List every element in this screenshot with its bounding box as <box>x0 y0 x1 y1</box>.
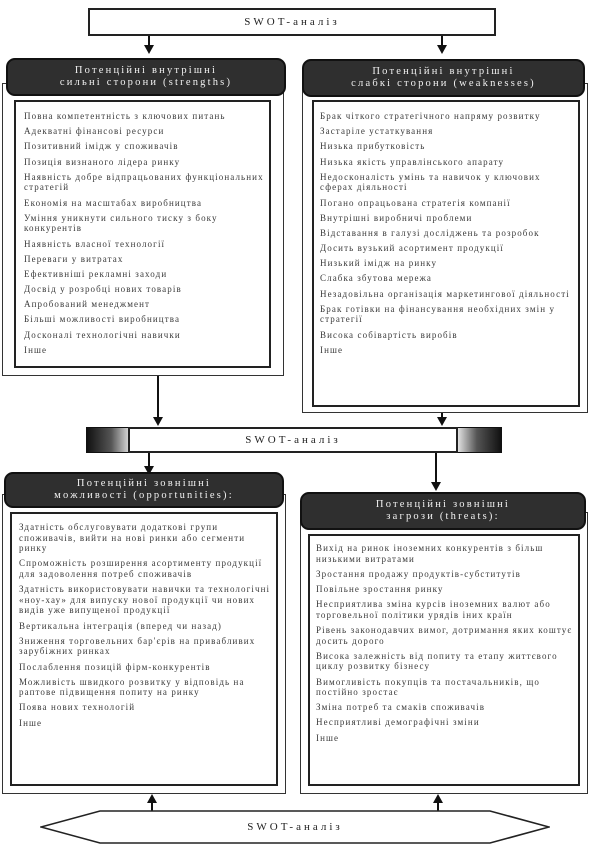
weaknesses-subtitle: слабкі сторони (weaknesses) <box>351 78 536 89</box>
weaknesses-title: Потенційні внутрішні <box>372 66 515 77</box>
list-item: Поява нових технологій <box>19 702 136 713</box>
arrow-down-icon <box>153 417 163 426</box>
arrow-line <box>435 453 437 483</box>
opportunities-subtitle: можливості (opportunities): <box>54 490 234 501</box>
list-item: Відставання в галузі досліджень та розробок <box>320 227 540 238</box>
list-item: Більші можливості виробництва <box>24 314 181 325</box>
list-item: Позиція визнаного лідера ринку <box>24 156 181 167</box>
strengths-title: Потенційні внутрішні <box>74 65 218 76</box>
swot-middle-gradient-left <box>86 427 132 453</box>
strengths-list <box>24 111 264 360</box>
opportunities-title: Потенційні зовнішні <box>76 478 212 489</box>
list-item: Слабка збутова мережа <box>320 273 433 284</box>
list-item: Наявність добре відпрацьованих функціональних стратегій <box>24 171 264 193</box>
list-item: Рівень законодавчих вимог, дотримання яких коштує досить дорого <box>316 624 573 646</box>
swot-analysis-top-box <box>88 8 496 36</box>
list-item: Вертикальна інтеграція (вперед чи назад) <box>19 620 223 631</box>
threats-title: Потенційні зовнішні <box>375 499 511 510</box>
threats-subtitle: загрози (threats): <box>386 511 500 522</box>
arrow-line <box>157 376 159 418</box>
swot-analysis-middle-box <box>128 427 458 453</box>
swot-analysis-bottom-label: SWOT-аналіз <box>247 821 343 833</box>
arrow-down-icon <box>431 482 441 491</box>
list-item: Економія на масштабах виробництва <box>24 197 203 208</box>
list-item: Низька прибутковість <box>320 141 426 152</box>
list-item: Позитивний імідж у споживачів <box>24 141 179 152</box>
list-item: Адекватні фінансові ресурси <box>24 126 165 137</box>
list-item: Наявність власної технології <box>24 238 166 249</box>
arrow-down-icon <box>144 45 154 54</box>
list-item: Уміння уникнути сильного тиску з боку конкурентів <box>24 212 218 234</box>
list-item: Зниження торговельних бар'єрів на привабливих зарубіжних ринках <box>19 635 256 657</box>
list-item: Зміна потреб та смаків споживачів <box>316 702 486 713</box>
list-item: Висока залежність від попиту та етапу життєвого циклу розвитку бізнесу <box>316 650 558 672</box>
list-item: Здатність використовувати навички та технологічні «ноу-хау» для випуску нової продукції чи нових видів уже випущеної продукції <box>19 584 271 616</box>
list-item: Повільне зростання ринку <box>316 583 444 594</box>
list-item: Висока собівартість виробів <box>320 329 458 340</box>
list-item: Інше <box>320 344 344 355</box>
list-item: Переваги у витратах <box>24 253 124 264</box>
arrow-down-icon <box>437 417 447 426</box>
swot-analysis-top-label: SWOT-аналіз <box>244 16 340 28</box>
list-item: Застаріле устаткування <box>320 126 434 137</box>
list-item: Незадовільна організація маркетингової діяльності <box>320 288 570 299</box>
list-item: Низька якість управлінського апарату <box>320 156 505 167</box>
list-item: Послаблення позицій фірм-конкурентів <box>19 661 211 672</box>
list-item: Вимогливість покупців та постачальників, що постійно зростає <box>316 676 540 698</box>
list-item: Апробований менеджмент <box>24 299 151 310</box>
list-item: Інше <box>19 717 43 728</box>
list-item: Внутрішні виробничі проблеми <box>320 212 473 223</box>
arrow-line <box>148 453 150 467</box>
opportunities-header <box>4 472 284 508</box>
list-item: Ефективніші рекламні заходи <box>24 268 168 279</box>
list-item: Несприятлива зміна курсів іноземних валют або торговельної політики урядів іних країн <box>316 599 551 620</box>
strengths-header <box>6 58 286 96</box>
list-item: Низький імідж на ринку <box>320 258 438 269</box>
list-item: Інше <box>24 344 48 355</box>
swot-middle-gradient-right <box>456 427 502 453</box>
list-item: Недосконалість умінь та навичок у ключових сферах діяльності <box>320 171 541 193</box>
list-item: Повна компетентність з ключових питань <box>24 111 226 121</box>
list-item: Брак чіткого стратегічного напряму розвитку <box>320 111 541 121</box>
threats-header <box>300 492 586 530</box>
weaknesses-header <box>302 59 585 97</box>
list-item: Можливість швидкого розвитку у відповідь на раптове підвищення попиту на ринку <box>19 676 245 698</box>
arrow-down-icon <box>437 45 447 54</box>
strengths-subtitle: сильні сторони (strengths) <box>59 77 233 88</box>
list-item: Несприятливі демографічні зміни <box>316 717 480 728</box>
swot-analysis-middle-label: SWOT-аналіз <box>245 434 341 446</box>
list-item: Досконалі технологічні навички <box>24 329 181 340</box>
list-item: Брак готівки на фінансування необхідних змін у стратегії <box>320 303 556 325</box>
list-item: Зростання продажу продуктів-субститутів <box>316 568 521 579</box>
list-item: Здатність обслуговувати додаткові групи споживачів, вийти на нові ринки або сегменти ринку <box>19 522 246 554</box>
list-item: Спроможність розширення асортименту продукції для задоволення потреб споживачів <box>19 558 263 579</box>
list-item: Вихід на ринок іноземних конкурентів з більш низькими витратами <box>316 543 544 564</box>
threats-list <box>316 543 578 748</box>
swot-analysis-bottom-label-wrap <box>100 810 490 844</box>
opportunities-list <box>19 522 275 733</box>
weaknesses-list <box>320 111 576 360</box>
list-item: Погано опрацьована стратегія компанії <box>320 197 511 208</box>
list-item: Досить вузький асортимент продукції <box>320 243 504 254</box>
list-item: Досвід у розробці нових товарів <box>24 284 182 295</box>
list-item: Інше <box>316 732 340 743</box>
